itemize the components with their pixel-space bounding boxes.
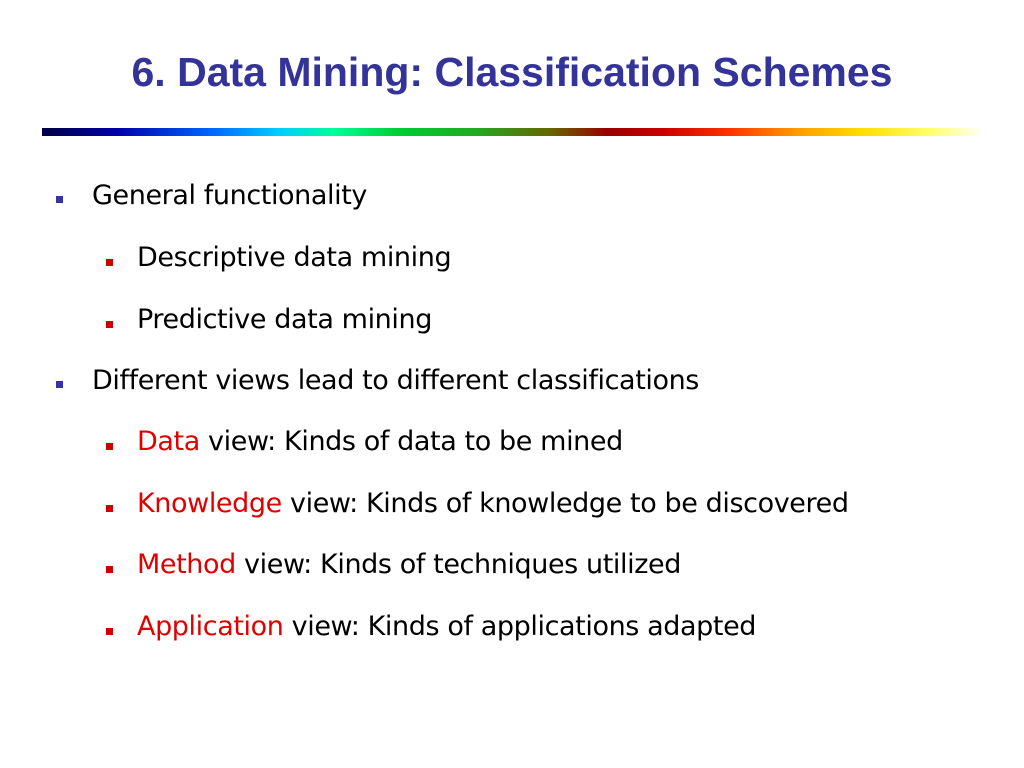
bullet-square-icon [106, 628, 113, 635]
highlight-term: Application [137, 611, 284, 642]
highlight-term: Knowledge [137, 488, 282, 519]
bullet-data-view [137, 424, 623, 460]
slide-title: 6. Data Mining: Classification Schemes [131, 49, 893, 95]
bullet-square-icon [56, 196, 63, 203]
bullet-general-functionality: General functionality [92, 180, 367, 211]
bullet-predictive-data-mining: Predictive data mining [137, 304, 432, 335]
bullet-square-icon [106, 259, 113, 266]
bullet-square-icon [106, 505, 113, 512]
bullet-application-view [137, 609, 756, 645]
highlight-term: Method [137, 549, 236, 580]
view-description: view: Kinds of data to be mined [199, 426, 623, 457]
view-description: view: Kinds of applications adapted [283, 611, 757, 642]
view-description: view: Kinds of knowledge to be discovered [281, 488, 849, 519]
highlight-term: Data [137, 426, 200, 457]
bullet-square-icon [106, 443, 113, 450]
bullet-square-icon [106, 321, 113, 328]
bullet-different-views: Different views lead to different classifications [92, 365, 699, 396]
view-description: view: Kinds of techniques utilized [235, 549, 681, 580]
bullet-square-icon [106, 566, 113, 573]
bullet-square-icon [56, 381, 63, 388]
bullet-descriptive-data-mining: Descriptive data mining [137, 242, 452, 273]
bullet-knowledge-view [137, 486, 849, 522]
bullet-method-view [137, 547, 681, 583]
